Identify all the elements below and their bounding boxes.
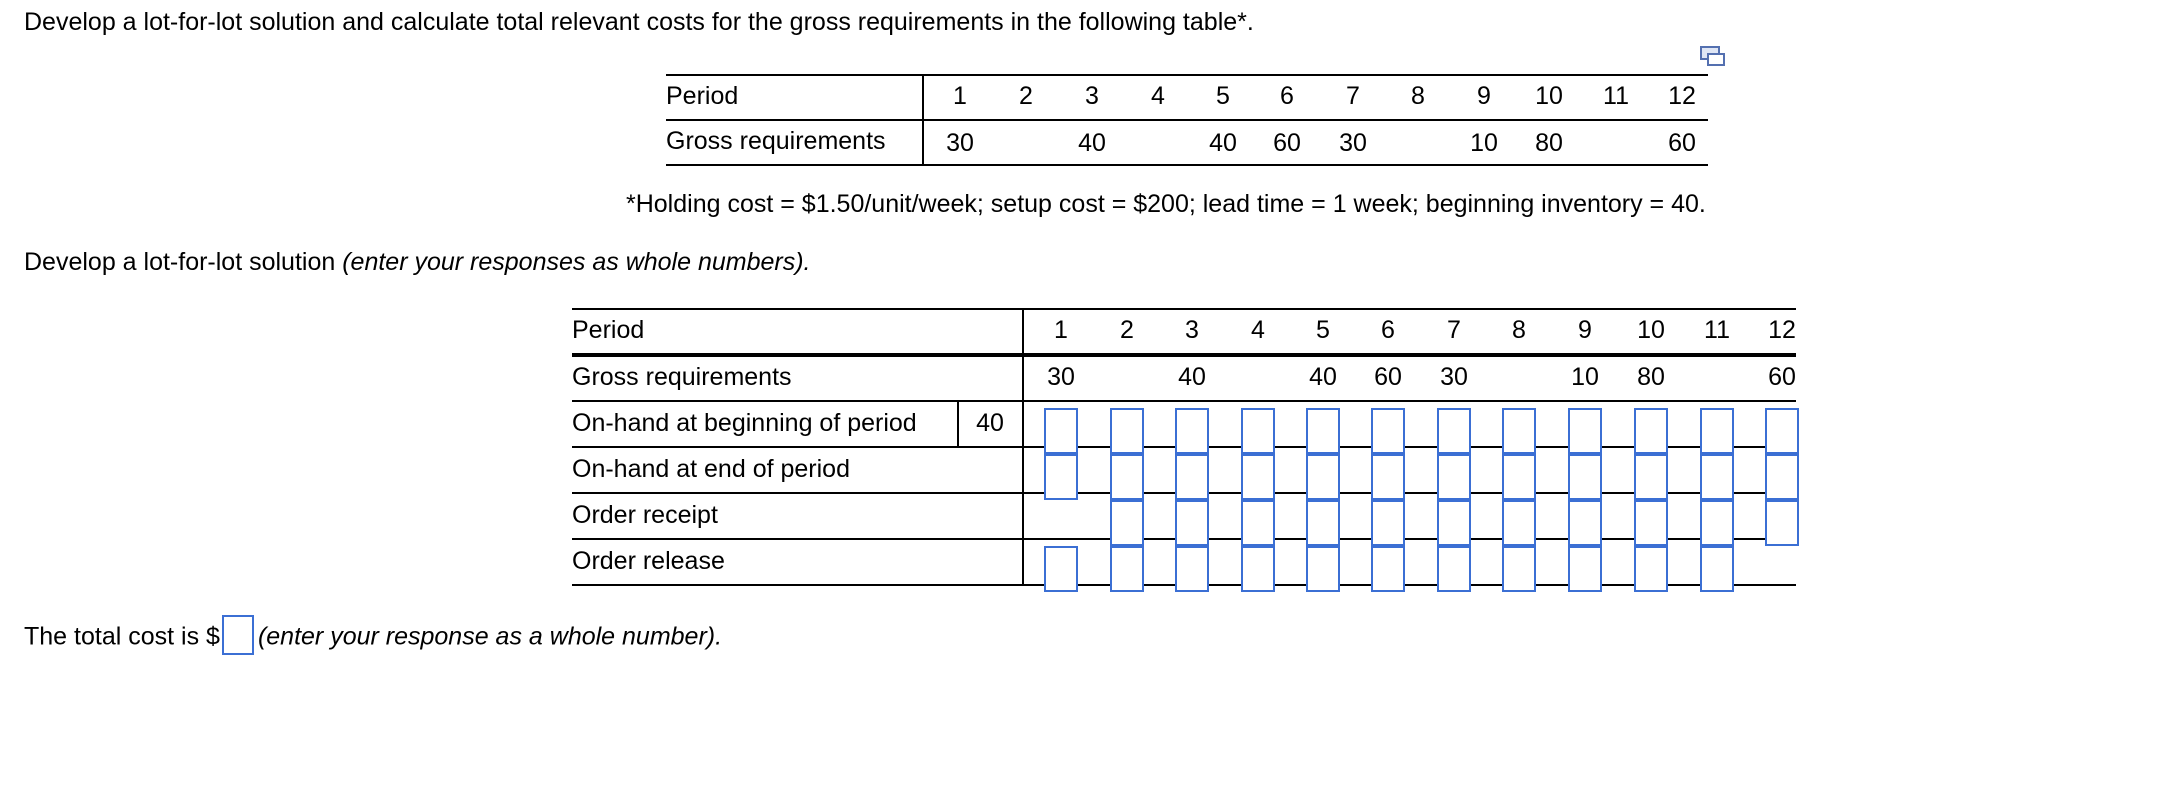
given-period-6: 6 [1280, 82, 1294, 110]
order-release-input-1[interactable] [1044, 546, 1078, 592]
total-cost-label: The total cost is $ [24, 622, 220, 651]
onhand-begin-input-7[interactable] [1437, 408, 1471, 454]
order-receipt-input-5[interactable] [1306, 500, 1340, 546]
solution-period-1: 1 [1054, 316, 1068, 344]
solution-period-2: 2 [1120, 316, 1134, 344]
order-receipt-label: Order receipt [572, 501, 718, 529]
question-intro: Develop a lot-for-lot solution and calculate total relevant costs for the gross requirements in the following table*. [24, 8, 1254, 36]
order-release-input-2[interactable] [1110, 546, 1144, 592]
beginning-inventory-value: 40 [976, 409, 1004, 437]
solution-gross-6: 60 [1374, 363, 1402, 391]
onhand-end-input-8[interactable] [1502, 454, 1536, 500]
given-period-7: 7 [1346, 82, 1360, 110]
onhand-end-input-2[interactable] [1110, 454, 1144, 500]
given-period-1: 1 [953, 82, 967, 110]
given-period-11: 11 [1603, 82, 1629, 110]
onhand-end-input-4[interactable] [1241, 454, 1275, 500]
order-release-input-7[interactable] [1437, 546, 1471, 592]
total-cost-hint: (enter your response as a whole number). [257, 622, 723, 651]
onhand-end-input-12[interactable] [1765, 454, 1799, 500]
cost-footnote: *Holding cost = $1.50/unit/week; setup cost = $200; lead time = 1 week; beginning inventory = 40. [626, 190, 1706, 218]
solution-period-4: 4 [1251, 316, 1265, 344]
solution-gross-9: 10 [1571, 363, 1599, 391]
solution-period-10: 10 [1637, 316, 1665, 344]
solution-gross-7: 30 [1440, 363, 1468, 391]
order-receipt-input-2[interactable] [1110, 500, 1144, 546]
given-period-10: 10 [1535, 82, 1563, 110]
given-gross-12: 60 [1668, 129, 1696, 157]
onhand-begin-input-10[interactable] [1634, 408, 1668, 454]
order-release-input-4[interactable] [1241, 546, 1275, 592]
solution-gross-12: 60 [1768, 363, 1796, 391]
given-gross-9: 10 [1470, 129, 1498, 157]
order-receipt-input-9[interactable] [1568, 500, 1602, 546]
period-label: Period [666, 82, 739, 110]
given-period-9: 9 [1477, 82, 1491, 110]
given-period-3: 3 [1085, 82, 1099, 110]
given-period-12: 12 [1668, 82, 1696, 110]
onhand-begin-input-5[interactable] [1306, 408, 1340, 454]
order-release-input-11[interactable] [1700, 546, 1734, 592]
instruction-text [24, 248, 811, 277]
total-cost-line [24, 618, 722, 658]
given-gross-1: 30 [946, 129, 974, 157]
order-receipt-input-12[interactable] [1765, 500, 1799, 546]
solution-period-6: 6 [1381, 316, 1395, 344]
onhand-end-input-7[interactable] [1437, 454, 1471, 500]
order-receipt-input-3[interactable] [1175, 500, 1209, 546]
order-receipt-input-4[interactable] [1241, 500, 1275, 546]
solution-gross-1: 30 [1047, 363, 1075, 391]
onhand-begin-label: On-hand at beginning of period [572, 409, 917, 437]
instruction-main: Develop a lot-for-lot solution [24, 248, 343, 276]
order-release-input-9[interactable] [1568, 546, 1602, 592]
onhand-end-input-9[interactable] [1568, 454, 1602, 500]
instruction-hint: (enter your responses as whole numbers). [342, 248, 811, 276]
onhand-end-input-10[interactable] [1634, 454, 1668, 500]
onhand-begin-input-9[interactable] [1568, 408, 1602, 454]
onhand-begin-input-3[interactable] [1175, 408, 1209, 454]
order-receipt-input-7[interactable] [1437, 500, 1471, 546]
order-release-input-3[interactable] [1175, 546, 1209, 592]
onhand-end-input-11[interactable] [1700, 454, 1734, 500]
order-receipt-input-8[interactable] [1502, 500, 1536, 546]
solution-period-12: 12 [1768, 316, 1796, 344]
order-receipt-input-10[interactable] [1634, 500, 1668, 546]
order-receipt-input-6[interactable] [1371, 500, 1405, 546]
gross-requirements-label: Gross requirements [666, 127, 886, 155]
onhand-begin-input-8[interactable] [1502, 408, 1536, 454]
period-label: Period [572, 316, 645, 344]
given-period-8: 8 [1411, 82, 1425, 110]
solution-gross-5: 40 [1309, 363, 1337, 391]
onhand-end-label: On-hand at end of period [572, 455, 850, 483]
total-cost-input[interactable] [222, 615, 254, 655]
copy-table-icon[interactable] [1700, 46, 1726, 68]
order-release-input-6[interactable] [1371, 546, 1405, 592]
order-release-input-8[interactable] [1502, 546, 1536, 592]
onhand-begin-input-4[interactable] [1241, 408, 1275, 454]
onhand-begin-input-1[interactable] [1044, 408, 1078, 454]
order-release-input-5[interactable] [1306, 546, 1340, 592]
solution-gross-3: 40 [1178, 363, 1206, 391]
solution-period-9: 9 [1578, 316, 1592, 344]
given-gross-5: 40 [1209, 129, 1237, 157]
given-gross-3: 40 [1078, 129, 1106, 157]
onhand-end-input-3[interactable] [1175, 454, 1209, 500]
given-gross-7: 30 [1339, 129, 1367, 157]
given-period-2: 2 [1019, 82, 1033, 110]
solution-period-7: 7 [1447, 316, 1461, 344]
gross-requirements-label: Gross requirements [572, 363, 792, 391]
onhand-begin-input-2[interactable] [1110, 408, 1144, 454]
solution-period-8: 8 [1512, 316, 1526, 344]
solution-period-3: 3 [1185, 316, 1199, 344]
onhand-begin-input-12[interactable] [1765, 408, 1799, 454]
onhand-end-input-6[interactable] [1371, 454, 1405, 500]
order-receipt-input-11[interactable] [1700, 500, 1734, 546]
onhand-begin-input-6[interactable] [1371, 408, 1405, 454]
solution-period-11: 11 [1704, 316, 1730, 344]
lot-for-lot-solution-table [572, 308, 1796, 588]
given-requirements-table [666, 74, 1708, 166]
onhand-end-input-1[interactable] [1044, 454, 1078, 500]
given-period-4: 4 [1151, 82, 1165, 110]
given-period-5: 5 [1216, 82, 1230, 110]
order-release-input-10[interactable] [1634, 546, 1668, 592]
solution-period-5: 5 [1316, 316, 1330, 344]
onhand-begin-input-11[interactable] [1700, 408, 1734, 454]
given-gross-6: 60 [1273, 129, 1301, 157]
given-gross-10: 80 [1535, 129, 1563, 157]
onhand-end-input-5[interactable] [1306, 454, 1340, 500]
order-release-label: Order release [572, 547, 725, 575]
solution-gross-10: 80 [1637, 363, 1665, 391]
